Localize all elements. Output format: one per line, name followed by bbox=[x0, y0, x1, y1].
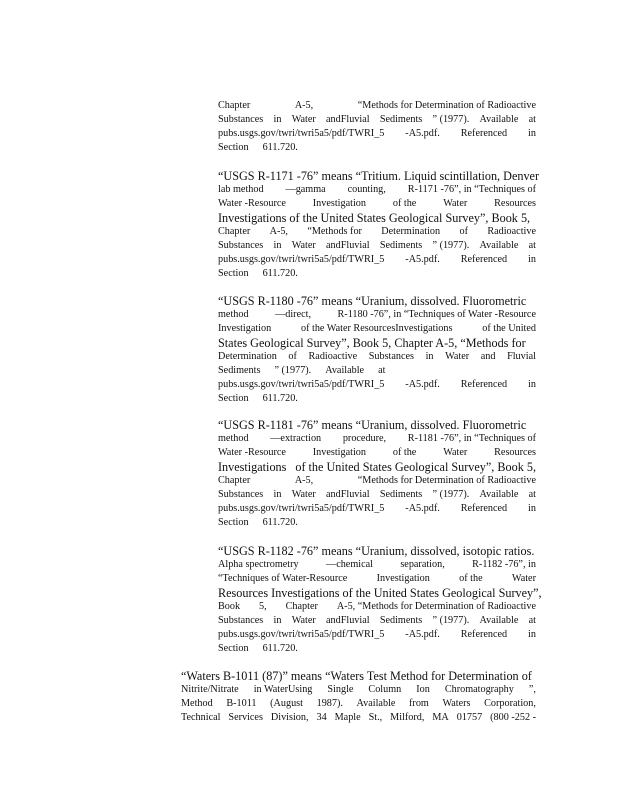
text-segment: R-1180 -76”, in “Techniques of Water -Resource bbox=[337, 309, 536, 320]
text-segment: method bbox=[218, 309, 249, 320]
text-line bbox=[218, 211, 536, 225]
text-segment: 1987). bbox=[316, 698, 343, 709]
text-segment: Substances bbox=[218, 240, 264, 251]
text-line bbox=[218, 600, 536, 614]
text-segment: of the bbox=[392, 447, 417, 458]
text-segment: Chapter bbox=[285, 601, 318, 612]
text-segment: -A5.pdf. bbox=[405, 254, 440, 265]
text-segment: Sediments bbox=[379, 114, 423, 125]
text-segment: Water bbox=[445, 351, 470, 362]
text-segment: ” (1977). bbox=[432, 240, 470, 251]
text-segment: —chemical bbox=[326, 559, 373, 570]
text-segment: 5, bbox=[259, 601, 267, 612]
text-segment: Water bbox=[291, 114, 316, 125]
text-segment: Substances bbox=[218, 489, 264, 500]
text-segment: Method bbox=[181, 698, 213, 709]
text-line bbox=[218, 614, 536, 628]
text-segment: -A5.pdf. bbox=[405, 379, 440, 390]
text-segment: Referenced bbox=[460, 629, 508, 640]
text-segment: Available bbox=[479, 489, 519, 500]
text-line bbox=[218, 572, 536, 586]
text-segment: States Geological Survey”, Book 5, Chapter A-5, “Methods for bbox=[218, 336, 526, 350]
text-segment: andFluvial bbox=[326, 114, 370, 125]
text-line bbox=[218, 418, 536, 432]
text-segment: —extraction bbox=[270, 433, 322, 444]
text-segment: in bbox=[528, 254, 536, 265]
text-segment: in WaterUsing bbox=[253, 684, 313, 695]
text-segment: andFluvial bbox=[326, 489, 370, 500]
text-segment: in bbox=[273, 240, 282, 251]
text-segment: Section bbox=[218, 393, 249, 404]
paragraph-chapter-a5-continuation bbox=[218, 99, 536, 155]
text-segment: pubs.usgs.gov/twri/twri5a5/pdf/TWRI_5 bbox=[218, 379, 385, 390]
text-segment: in bbox=[528, 128, 536, 139]
text-line bbox=[218, 446, 536, 460]
text-segment: Chromatography bbox=[444, 684, 514, 695]
text-segment: Substances bbox=[218, 615, 264, 626]
text-segment: Maple bbox=[334, 712, 361, 723]
text-line bbox=[218, 544, 536, 558]
text-segment: in bbox=[273, 114, 282, 125]
text-segment: at bbox=[528, 615, 536, 626]
text-segment: in bbox=[273, 615, 282, 626]
text-segment: ” (1977). bbox=[432, 114, 470, 125]
text-segment: Substances bbox=[218, 114, 264, 125]
text-segment: R-1171 -76”, in “Techniques of bbox=[407, 184, 536, 195]
text-line bbox=[218, 502, 536, 516]
text-line bbox=[218, 642, 536, 656]
text-segment: Sediments bbox=[379, 489, 423, 500]
text-segment: Available bbox=[479, 114, 519, 125]
text-segment: A-5, bbox=[294, 100, 314, 111]
text-segment: in bbox=[425, 351, 434, 362]
text-segment: Waters bbox=[442, 698, 471, 709]
text-segment: Water bbox=[511, 573, 536, 584]
text-segment: Resources bbox=[494, 447, 536, 458]
text-segment: 611.720. bbox=[262, 643, 298, 654]
text-segment: 611.720. bbox=[262, 517, 298, 528]
text-line bbox=[218, 308, 536, 322]
text-line bbox=[218, 558, 536, 572]
text-segment: Radioactive bbox=[308, 351, 358, 362]
text-segment: 611.720. bbox=[262, 142, 298, 153]
text-line bbox=[218, 127, 536, 141]
text-segment: -A5.pdf. bbox=[405, 128, 440, 139]
text-line bbox=[218, 488, 536, 502]
text-line bbox=[218, 378, 536, 392]
text-segment: St., bbox=[368, 712, 383, 723]
text-segment: Investigation bbox=[312, 447, 366, 458]
text-segment: of the United States Geological Survey”, Book 5, bbox=[295, 460, 536, 474]
text-segment: of bbox=[459, 226, 468, 237]
text-segment: Substances bbox=[368, 351, 415, 362]
text-segment: Ion bbox=[416, 684, 430, 695]
text-line bbox=[181, 711, 536, 725]
text-line bbox=[218, 294, 536, 308]
text-segment: Chapter bbox=[218, 100, 251, 111]
text-segment: of bbox=[288, 351, 297, 362]
text-segment: B-1011 bbox=[226, 698, 257, 709]
text-segment: Sediments bbox=[218, 365, 261, 376]
text-segment: in bbox=[528, 629, 536, 640]
text-segment: A-5, “Methods for Determination of Radioactive bbox=[336, 601, 536, 612]
text-segment: Available bbox=[479, 240, 519, 251]
text-segment: “USGS R-1180 -76” means “Uranium, dissolved. Fluorometric bbox=[218, 294, 527, 308]
text-segment: Available bbox=[479, 615, 519, 626]
text-segment: 611.720. bbox=[262, 268, 298, 279]
text-segment: and bbox=[480, 351, 496, 362]
text-line bbox=[218, 392, 536, 406]
text-segment: Book bbox=[218, 601, 241, 612]
text-line bbox=[218, 516, 536, 530]
text-segment: —gamma bbox=[285, 184, 326, 195]
text-segment: Determination bbox=[218, 351, 277, 362]
text-segment: Corporation, bbox=[484, 698, 536, 709]
text-segment: from bbox=[409, 698, 429, 709]
text-segment: Services bbox=[228, 712, 263, 723]
text-line bbox=[181, 683, 536, 697]
text-segment: pubs.usgs.gov/twri/twri5a5/pdf/TWRI_5 bbox=[218, 503, 385, 514]
text-segment: -A5.pdf. bbox=[405, 629, 440, 640]
text-segment: ” (1977). bbox=[432, 615, 470, 626]
text-segment: of the bbox=[392, 198, 417, 209]
text-segment: “USGS R-1171 -76” means “Tritium. Liquid scintillation, Denver bbox=[218, 169, 540, 183]
text-segment: Water -Resource bbox=[218, 198, 286, 209]
text-segment: “Methods for Determination of Radioactive bbox=[357, 100, 536, 111]
text-segment: Single bbox=[327, 684, 354, 695]
text-segment: Technical bbox=[181, 712, 221, 723]
text-line bbox=[218, 141, 536, 155]
text-segment: Chapter bbox=[218, 226, 251, 237]
text-segment: —direct, bbox=[275, 309, 311, 320]
text-segment: Section bbox=[218, 268, 249, 279]
text-line bbox=[218, 197, 536, 211]
text-segment: Column bbox=[368, 684, 402, 695]
text-line bbox=[218, 99, 536, 113]
text-segment: andFluvial bbox=[326, 615, 370, 626]
text-segment: in bbox=[528, 379, 536, 390]
text-segment: lab method bbox=[218, 184, 264, 195]
text-segment: Water bbox=[443, 198, 468, 209]
paragraph-usgs-r-1182-76 bbox=[218, 544, 542, 656]
text-segment: Available bbox=[325, 365, 365, 376]
text-segment: Determination bbox=[381, 226, 441, 237]
text-segment: R-1181 -76”, in “Techniques of bbox=[407, 433, 536, 444]
text-segment: Fluvial bbox=[507, 351, 536, 362]
text-line bbox=[218, 628, 536, 642]
text-segment: Division, bbox=[270, 712, 309, 723]
text-segment: Water -Resource bbox=[218, 447, 286, 458]
text-segment: pubs.usgs.gov/twri/twri5a5/pdf/TWRI_5 bbox=[218, 254, 385, 265]
text-segment: in bbox=[528, 503, 536, 514]
text-segment: R-1182 -76”, in bbox=[472, 559, 536, 570]
text-segment: Sediments bbox=[379, 615, 423, 626]
text-segment: ”, bbox=[528, 684, 536, 695]
text-segment: Nitrite/Nitrate bbox=[181, 684, 239, 695]
text-segment: “Waters B-1011 (87)” means “Waters Test Method for Determination of bbox=[181, 669, 532, 683]
text-line bbox=[218, 350, 536, 364]
text-line bbox=[218, 322, 536, 336]
text-line bbox=[218, 239, 536, 253]
text-line bbox=[218, 169, 540, 183]
text-line bbox=[218, 225, 536, 239]
text-line bbox=[218, 364, 536, 378]
text-segment: -A5.pdf. bbox=[405, 503, 440, 514]
text-segment: 611.720. bbox=[262, 393, 298, 404]
text-line bbox=[218, 432, 536, 446]
text-segment: at bbox=[528, 114, 536, 125]
text-segment: ” (1977). bbox=[432, 489, 470, 500]
text-segment: Referenced bbox=[460, 254, 508, 265]
text-line bbox=[218, 460, 536, 474]
text-segment: ” (1977). bbox=[274, 365, 312, 376]
text-segment: Referenced bbox=[460, 128, 508, 139]
text-segment: Investigations bbox=[218, 460, 287, 474]
text-segment: Alpha spectrometry bbox=[218, 559, 299, 570]
text-segment: Water bbox=[291, 615, 316, 626]
text-segment: at bbox=[528, 489, 536, 500]
text-segment: 01757 bbox=[456, 712, 483, 723]
text-line bbox=[218, 183, 536, 197]
text-segment: at bbox=[378, 365, 386, 376]
text-segment: Section bbox=[218, 643, 249, 654]
text-segment: in bbox=[273, 489, 282, 500]
text-line bbox=[218, 113, 536, 127]
text-line bbox=[218, 253, 536, 267]
text-segment: method bbox=[218, 433, 249, 444]
text-segment: Resources Investigations of the United States Geological Survey”, bbox=[218, 586, 542, 600]
text-line bbox=[218, 267, 536, 281]
text-segment: (August bbox=[270, 698, 303, 709]
paragraph-usgs-r-1171-76 bbox=[218, 169, 540, 281]
text-segment: MA bbox=[432, 712, 449, 723]
text-segment: Resources bbox=[494, 198, 536, 209]
text-segment: Investigations of the United States Geological Survey”, Book 5, bbox=[218, 211, 531, 225]
text-line bbox=[181, 669, 536, 683]
text-segment: Available bbox=[356, 698, 396, 709]
text-segment: A-5, bbox=[294, 475, 314, 486]
text-segment: Sediments bbox=[379, 240, 423, 251]
text-line bbox=[218, 336, 536, 350]
text-segment: “USGS R-1181 -76” means “Uranium, dissolved. Fluorometric bbox=[218, 418, 527, 432]
text-segment: Investigation bbox=[376, 573, 430, 584]
text-segment: (800 -252 - bbox=[490, 712, 536, 723]
text-segment: Water bbox=[291, 240, 316, 251]
text-segment: Investigation bbox=[218, 323, 272, 334]
text-segment: 34 bbox=[316, 712, 327, 723]
paragraph-waters-b-1011-87 bbox=[181, 669, 536, 725]
text-segment: Referenced bbox=[460, 379, 508, 390]
text-segment: of the United bbox=[482, 323, 536, 334]
text-segment: pubs.usgs.gov/twri/twri5a5/pdf/TWRI_5 bbox=[218, 629, 385, 640]
text-segment: “Methods for bbox=[307, 226, 362, 237]
text-segment: of the Water ResourcesInvestigations bbox=[300, 323, 453, 334]
text-segment: Referenced bbox=[460, 503, 508, 514]
text-line bbox=[218, 474, 536, 488]
text-segment: Water bbox=[291, 489, 316, 500]
text-segment: “Techniques of Water-Resource bbox=[218, 573, 348, 584]
paragraph-usgs-r-1180-76 bbox=[218, 294, 536, 406]
text-segment: Investigation bbox=[312, 198, 366, 209]
text-segment: Milford, bbox=[390, 712, 425, 723]
text-segment: pubs.usgs.gov/twri/twri5a5/pdf/TWRI_5 bbox=[218, 128, 385, 139]
text-segment: “USGS R-1182 -76” means “Uranium, dissolved, isotopic ratios. bbox=[218, 544, 535, 558]
text-line bbox=[181, 697, 536, 711]
paragraph-usgs-r-1181-76 bbox=[218, 418, 536, 530]
text-segment: separation, bbox=[400, 559, 445, 570]
text-line bbox=[218, 586, 542, 600]
text-segment: andFluvial bbox=[326, 240, 370, 251]
text-segment: procedure, bbox=[342, 433, 387, 444]
text-segment: at bbox=[528, 240, 536, 251]
text-segment: of the bbox=[459, 573, 483, 584]
text-segment: Radioactive bbox=[487, 226, 536, 237]
text-segment: Water bbox=[443, 447, 468, 458]
text-segment: counting, bbox=[347, 184, 386, 195]
text-segment: “Methods for Determination of Radioactive bbox=[357, 475, 536, 486]
text-segment: Chapter bbox=[218, 475, 251, 486]
text-segment: A-5, bbox=[269, 226, 288, 237]
text-segment: Section bbox=[218, 142, 249, 153]
text-segment: Section bbox=[218, 517, 249, 528]
